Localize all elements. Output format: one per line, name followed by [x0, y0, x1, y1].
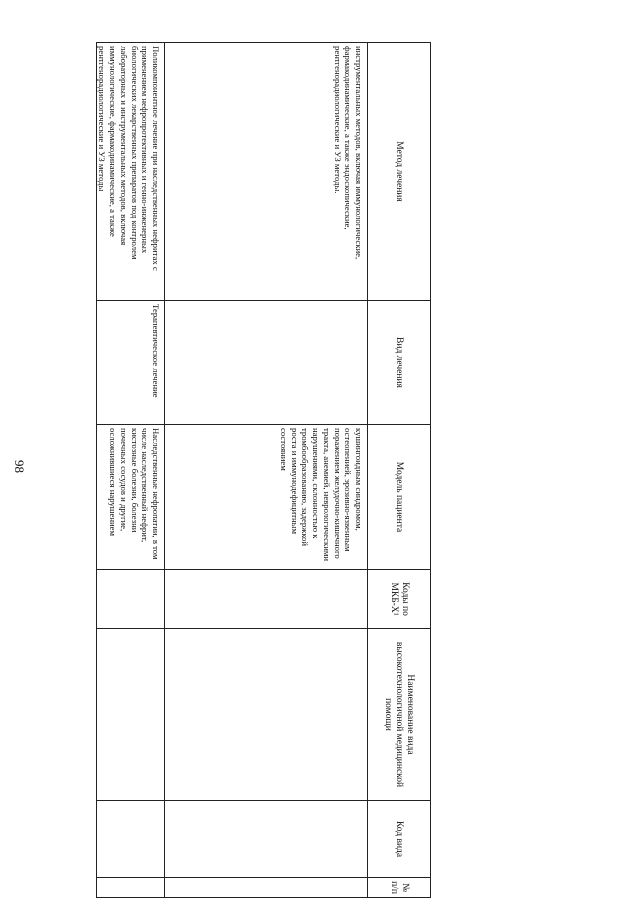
cell-treatment-type: Терапевтическое лечение [96, 301, 164, 425]
cell-patient-model: кушингоидным синдромом, остеопенией, эрозивно-язвенным поражением желудочно-кишечного тракта, анемией, неврологическими нарушениями, склонностью к тромбообразованию, задержкой роста и иммунодефицитным состоянием [165, 425, 368, 570]
table-row [96, 43, 164, 898]
header-code: Код вида [368, 801, 431, 878]
header-mkb-codes: Коды по МКБ-X¹ [368, 570, 431, 629]
header-row [368, 43, 431, 898]
cell-mkb-codes [165, 570, 368, 629]
header-method: Метод лечения [368, 43, 431, 301]
cell-number [165, 878, 368, 898]
header-treatment-type: Вид лечения [368, 301, 431, 425]
medical-care-table [96, 42, 431, 898]
header-care-name: Наименование вида высокотехнологичной медицинской помощи [368, 629, 431, 801]
cell-code [96, 801, 164, 878]
rotated-table-container [97, 42, 431, 897]
cell-number [96, 878, 164, 898]
cell-mkb-codes [96, 570, 164, 629]
header-patient-model: Модель пациента [368, 425, 431, 570]
table-row [165, 43, 368, 898]
cell-patient-model: Наследственные нефропатии, в том числе наследственный нефрит, кистозные болезни, болезни почечных сосудов и другие, осложнившиеся нарушением [96, 425, 164, 570]
cell-care-name [165, 629, 368, 801]
cell-method: инструментальных методов, включая иммунологические, фармакодинамические, а также эндоскопические, рентгенорадиологические и УЗ методы. [165, 43, 368, 301]
cell-care-name [96, 629, 164, 801]
header-number: № п/п [368, 878, 431, 898]
cell-treatment-type [165, 301, 368, 425]
cell-method: Поликомпонентное лечение при наследственных нефритах с применением нефропротективных и генно-инженерных биологических лекарственных препаратов под контролем лабораторных и инструментальных методов, включая иммунологические, фармакодинамические, а также рентгенорадиологические и УЗ методы [96, 43, 164, 301]
cell-code [165, 801, 368, 878]
page-number: 98 [12, 460, 27, 473]
